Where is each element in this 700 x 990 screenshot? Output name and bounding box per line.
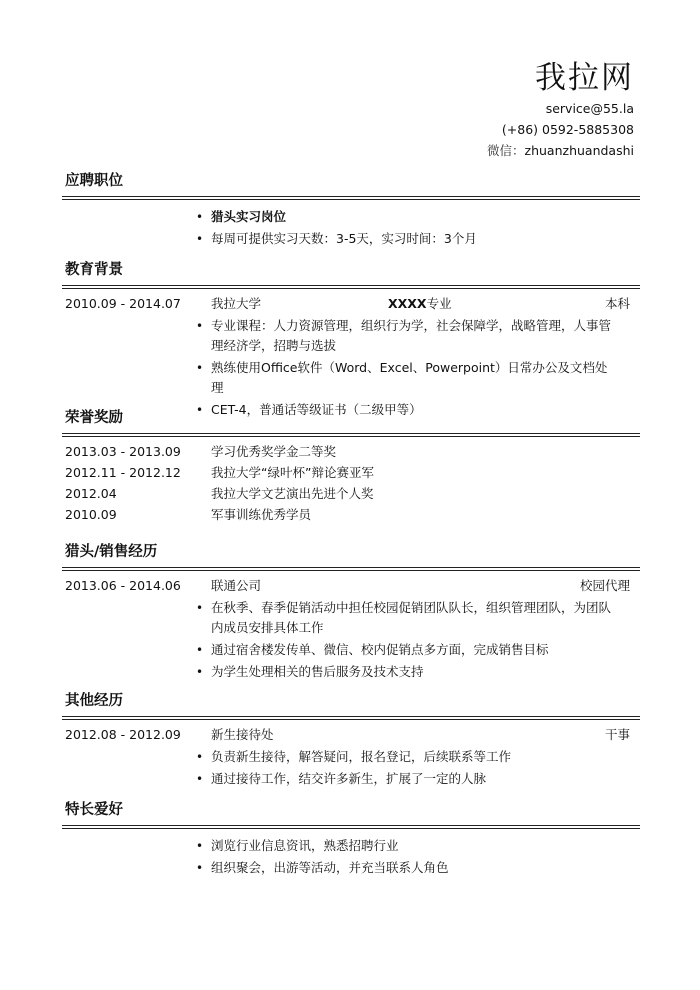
bullet-icon: •: [196, 643, 204, 657]
section-divider-inner: [62, 288, 640, 289]
list-item: • 为学生处理相关的售后服务及技术支持: [62, 662, 611, 682]
major-name: XXXX专业: [388, 296, 452, 311]
hobbies-list: [62, 836, 640, 878]
date-range: 2013.06 - 2014.06: [65, 578, 181, 593]
section-divider-inner: [62, 719, 640, 720]
list-item: • CET-4，普通话等级证书（二级甲等）: [62, 400, 611, 420]
company-name: 联通公司: [211, 578, 262, 593]
position-list: [62, 207, 640, 249]
bullet-icon: •: [196, 319, 204, 333]
award-text: 学习优秀奖学金二等奖: [211, 444, 337, 459]
award-date: 2013.03 - 2013.09: [65, 444, 181, 459]
section-title: 应聘职位: [65, 173, 123, 189]
section-other-experience: [62, 692, 640, 791]
phone-text: (+86) 0592-5885308: [501, 122, 634, 137]
date-range: 2012.08 - 2012.09: [65, 727, 181, 742]
bullet-icon: •: [196, 601, 204, 615]
bullet-icon: •: [196, 861, 204, 875]
list-item: • 猎头实习岗位: [62, 207, 611, 227]
education-entry: [62, 293, 640, 315]
list-item: • 每周可提供实习天数：3-5天，实习时间：3个月: [62, 229, 611, 249]
degree-label: 本科: [604, 296, 630, 311]
job-role: 干事: [604, 727, 630, 742]
bullet-icon: •: [196, 839, 204, 853]
section-divider: [62, 433, 640, 434]
list-item: • 熟练使用Office软件（Word、Excel、Powerpoint）日常办公及文档处理: [196, 360, 608, 395]
experience-entry: [62, 724, 640, 746]
list-item: • 在秋季、春季促销活动中担任校园促销团队队长，组织管理团队，为团队内成员安排具体工作: [196, 600, 612, 635]
section-divider-inner: [62, 436, 640, 437]
list-item: • 负责新生接待，解答疑问，报名登记，后续联系等工作: [62, 747, 611, 767]
award-date: 2012.04: [65, 486, 117, 501]
wechat-label: 微信：: [487, 143, 525, 158]
section-position: [62, 172, 640, 251]
bullet-icon: •: [196, 665, 204, 679]
wechat-id: zhuanzhuandashi: [524, 143, 634, 158]
bullet-icon: •: [196, 361, 204, 375]
award-row: [62, 441, 640, 462]
awards-list: [62, 441, 640, 525]
list-item: • 浏览行业信息资讯，熟悉招聘行业: [62, 836, 611, 856]
section-divider-inner: [62, 828, 640, 829]
job-role: 校园代理: [579, 578, 630, 593]
date-range: 2010.09 - 2014.07: [65, 296, 181, 311]
sales-list: [62, 598, 640, 682]
list-item: • 通过宿舍楼发传单、微信、校内促销点多方面，完成销售目标: [62, 640, 611, 660]
wechat-line: [487, 140, 634, 161]
section-divider-inner: [62, 199, 640, 200]
organization-name: 新生接待处: [211, 727, 274, 742]
education-list: [62, 316, 640, 420]
list-item: • 通过接待工作，结交许多新生，扩展了一定的人脉: [62, 769, 611, 789]
section-divider: [62, 825, 640, 826]
section-awards: [62, 409, 640, 525]
section-title: 其他经历: [65, 693, 123, 709]
award-date: 2010.09: [65, 507, 117, 522]
other-list: [62, 747, 640, 789]
section-divider: [62, 285, 640, 286]
section-education: [62, 261, 640, 422]
list-item: • 组织聚会，出游等活动，并充当联系人角色: [62, 858, 611, 878]
award-row: [62, 462, 640, 483]
section-title: 特长爱好: [65, 802, 123, 818]
award-row: [62, 504, 640, 525]
award-date: 2012.11 - 2012.12: [65, 465, 181, 480]
award-text: 军事训练优秀学员: [211, 507, 312, 522]
bullet-icon: •: [196, 750, 204, 764]
section-sales-experience: [62, 543, 640, 684]
section-divider: [62, 196, 640, 197]
section-divider: [62, 567, 640, 568]
award-row: [62, 483, 640, 504]
email-text: service@55.la: [545, 101, 634, 116]
candidate-name: 我拉网: [535, 60, 634, 96]
bullet-icon: •: [196, 772, 204, 786]
section-divider: [62, 716, 640, 717]
school-name: 我拉大学: [211, 296, 262, 311]
bullet-icon: •: [196, 210, 204, 224]
section-title: 荣誉奖励: [65, 410, 123, 426]
section-title: 猎头/销售经历: [65, 544, 158, 560]
list-item: • 专业课程：人力资源管理，组织行为学，社会保障学，战略管理，人事管理经济学，招聘与选拔: [196, 318, 612, 353]
bullet-icon: •: [196, 403, 204, 417]
award-text: 我拉大学文艺演出先进个人奖: [211, 486, 374, 501]
section-title: 教育背景: [65, 262, 123, 278]
section-hobbies: [62, 801, 640, 880]
resume-header: [487, 58, 634, 161]
bullet-icon: •: [196, 232, 204, 246]
section-divider-inner: [62, 570, 640, 571]
award-text: 我拉大学“绿叶杯”辩论赛亚军: [211, 465, 374, 480]
experience-entry: [62, 575, 640, 597]
